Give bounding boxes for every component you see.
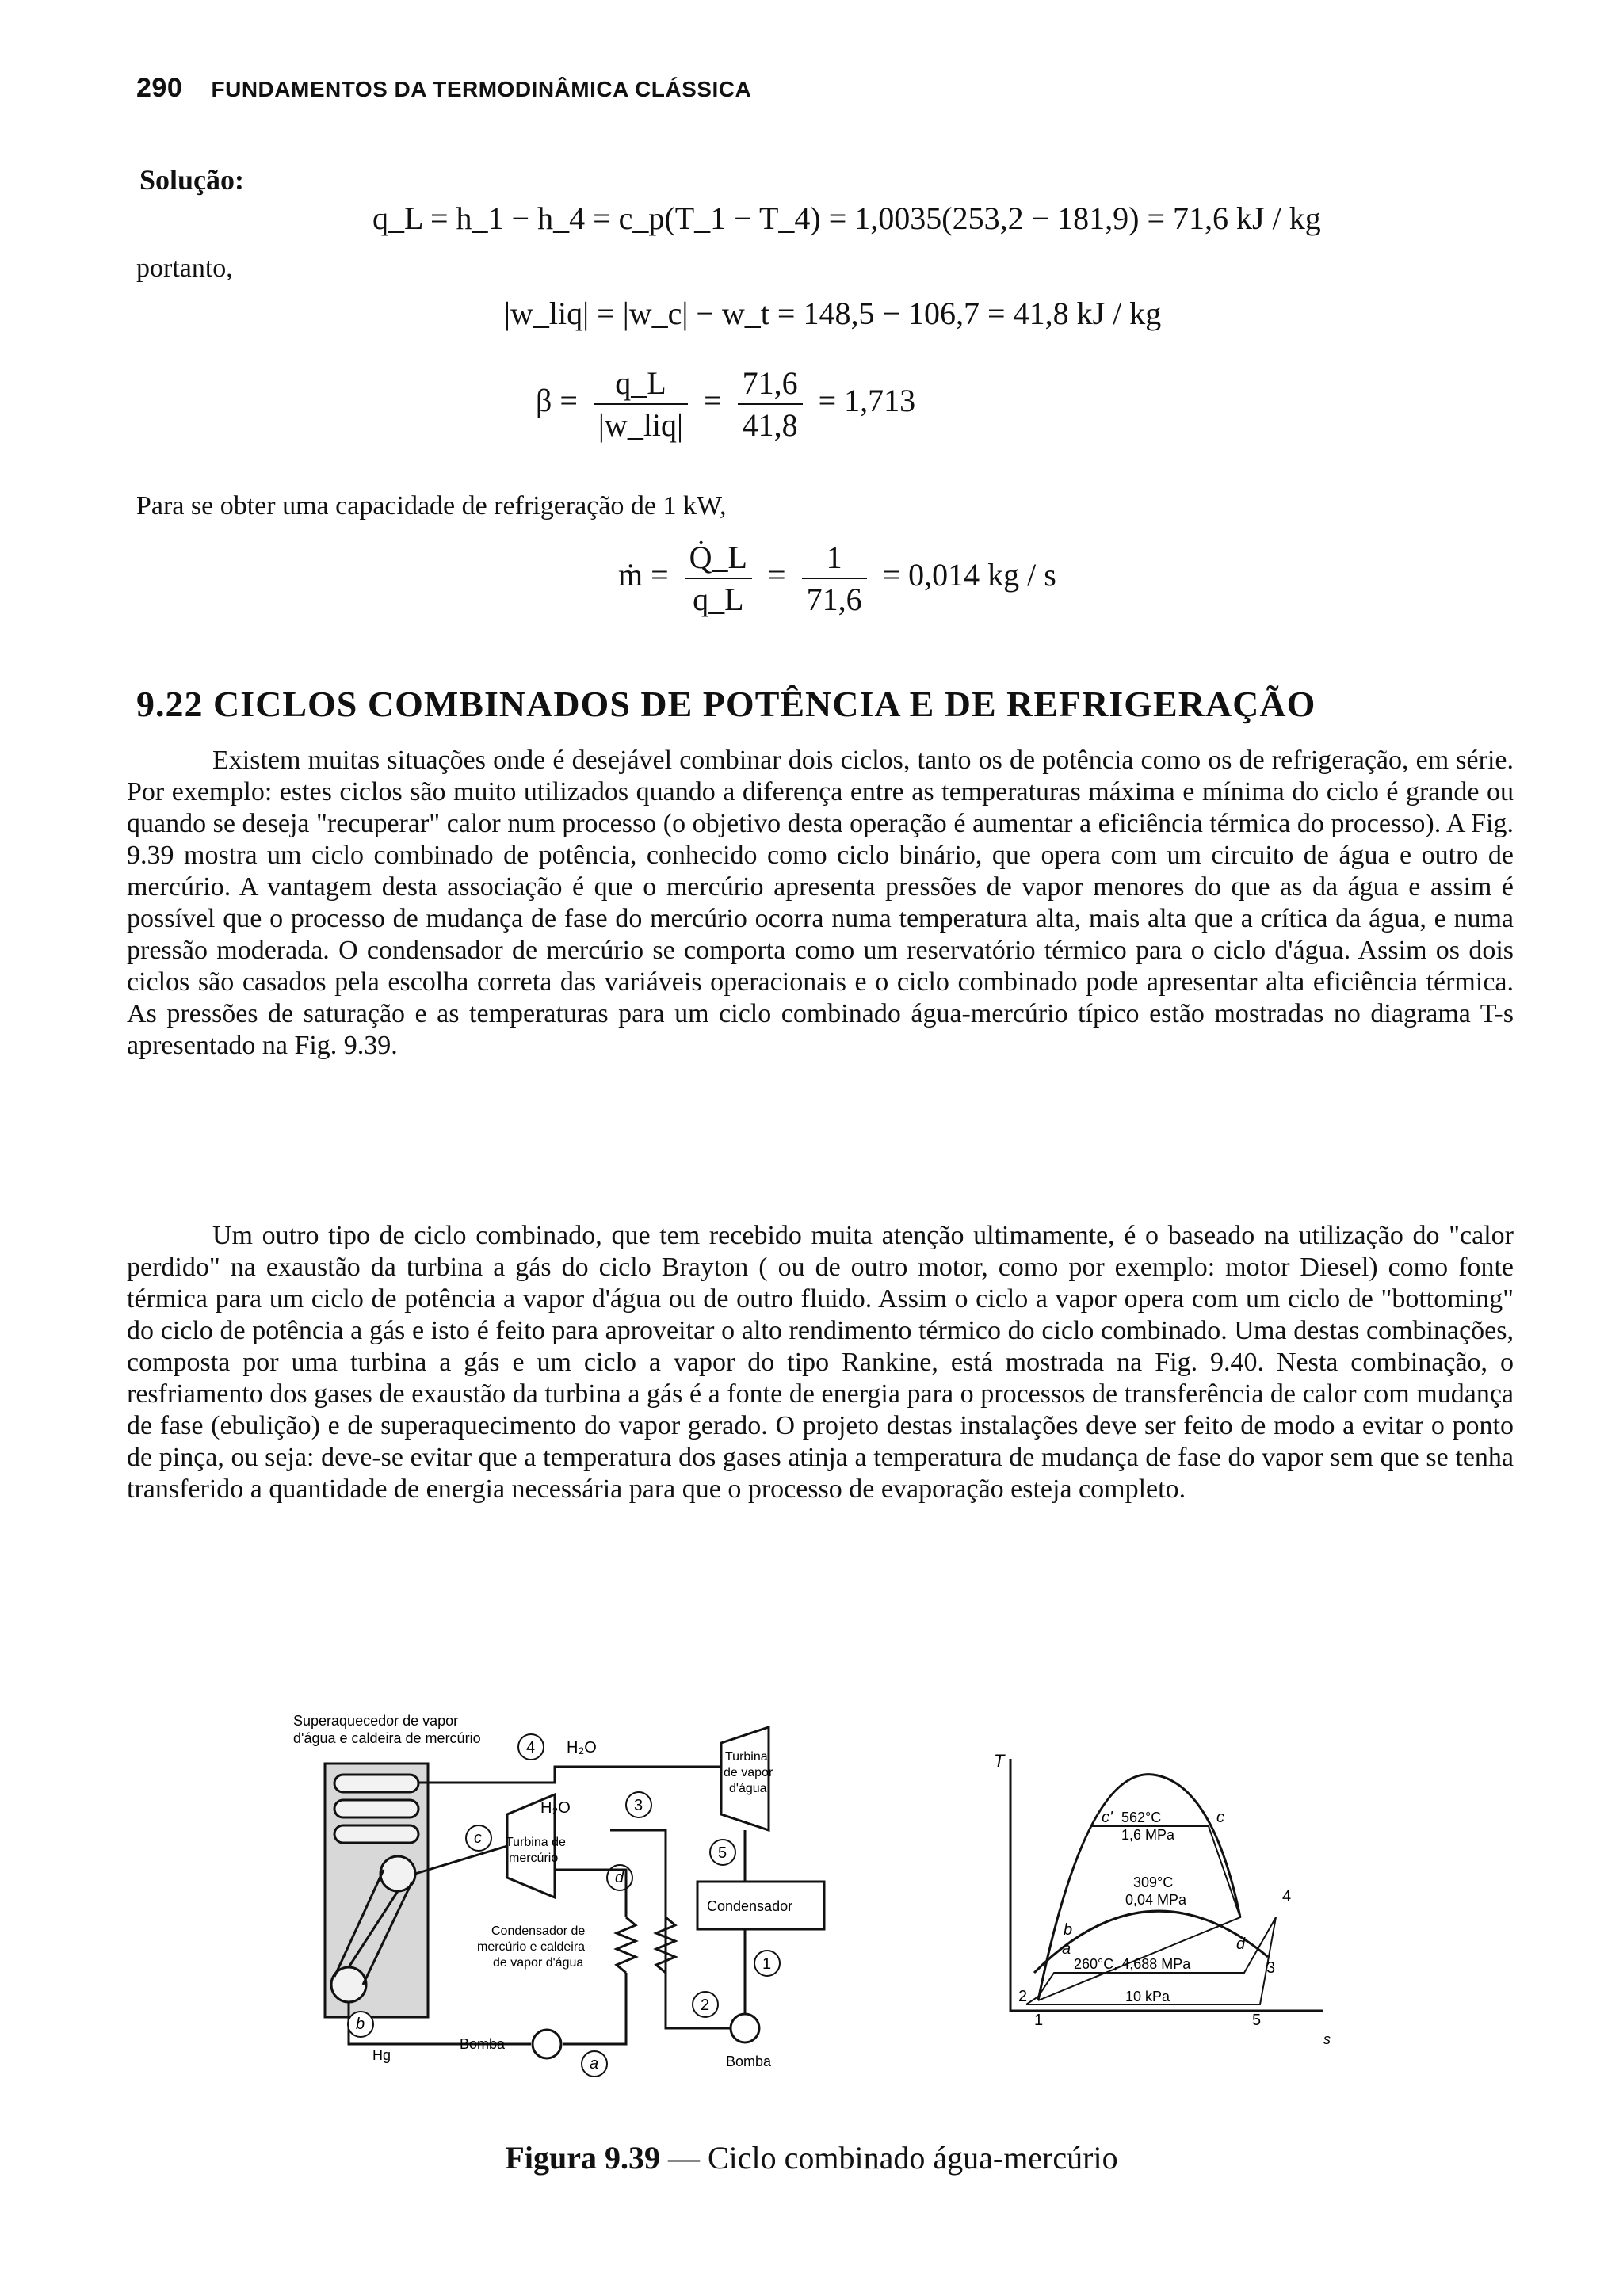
portanto-label: portanto, <box>136 254 233 283</box>
water-turbine-label-3: d'água <box>729 1782 767 1795</box>
mdot-fraction-symbolic <box>685 539 752 618</box>
paragraph-2-text: Um outro tipo de ciclo combinado, que tem recebido muita atenção ultimamente, é o baseado na utilização do "calor perdido" na exaustão da turbina a gás do ciclo Brayton ( ou de outro motor, como por exemplo: motor Diesel) como fonte térmica para um ciclo de potência a vapor d'água ou de outro fluido. Assim o ciclo a vapor opera com um ciclo de "bottoming" do ciclo de potência a gás e isto é feito para aproveitar o alto rendimento térmico do ciclo combinado. Uma destas combinações, composta por uma turbina a gás e um ciclo a vapor do tipo Rankine, está mostrada na Fig. 9.40. Nesta combinação, o resfriamento dos gases de exaustão da turbina a gás é a fonte de energia para o processos de transferência de calor com mudança de fase (ebulição) e de superaquecimento do vapor gerado. O projeto destas instalações deve ser feito de modo a evitar o ponto de pinça, ou seja: deve-se evitar que a temperatura dos gases atinja a temperatura de mudança de fase do vapor sem que se tenha transferido a quantidade de energia necessária para que o processo de evaporação esteja completo. <box>127 1221 1514 1504</box>
ts-point-b: b <box>1064 1921 1073 1939</box>
hg-label: Hg <box>372 2047 391 2063</box>
ts-point-2: 2 <box>1018 1988 1028 2005</box>
state-2-label: 2 <box>701 1997 710 2014</box>
superheater-label-1: Superaquecedor de vapor <box>293 1713 459 1729</box>
ts-label-309: 309°C <box>1133 1875 1174 1890</box>
mercury-pump-label: Bomba <box>460 2036 506 2052</box>
mercury-turbine-label-2: mercúrio <box>509 1852 559 1865</box>
paragraph-1 <box>127 745 1514 1062</box>
mdot-den-numeric: 71,6 <box>806 582 862 617</box>
mdot-den-symbolic: q_L <box>693 582 744 617</box>
beta-lhs: β = <box>536 383 578 419</box>
mdot-lhs: ṁ = <box>618 557 669 593</box>
page-number: 290 <box>136 73 183 103</box>
superheater-tube-3 <box>334 1825 418 1843</box>
state-d-label: d <box>615 1869 624 1886</box>
ts-diagram <box>994 1751 1331 2047</box>
water-pump-label: Bomba <box>726 2054 772 2069</box>
capacity-sentence: Para se obter uma capacidade de refrigeração de 1 kW, <box>136 491 727 521</box>
beta-result: = 1,713 <box>818 383 916 419</box>
h2o-mid-label: H₂O <box>540 1799 571 1817</box>
condenser-label: Condensador <box>707 1898 793 1914</box>
ts-point-3: 3 <box>1266 1959 1276 1977</box>
state-c-label: c <box>474 1829 482 1847</box>
h2o-top-label: H₂O <box>567 1739 597 1756</box>
water-turbine-label-1: Turbina <box>725 1750 768 1764</box>
beta-num-numeric: 71,6 <box>738 364 803 405</box>
equation-beta: β = $\frac{q\_L}{\text{|w\_liq|}}$ = $\frac{71,6}{41,8}$ = 1,713 <box>536 365 916 443</box>
equation-wliq: |w_liq| = |w_c| − w_t = 148,5 − 106,7 = 41,8 kJ / kg <box>504 296 1162 331</box>
steam-line <box>418 1767 721 1783</box>
state-a-label: a <box>590 2055 599 2073</box>
state-b-label: b <box>356 2016 365 2033</box>
beta-num-symbolic: q_L <box>594 364 688 405</box>
ts-label-16mpa: 1,6 MPa <box>1121 1827 1175 1843</box>
state-1-label: 1 <box>762 1955 772 1973</box>
ts-point-c-prime: c' <box>1102 1809 1113 1826</box>
ts-label-004mpa: 0,04 MPa <box>1125 1892 1187 1908</box>
caption-text: — Ciclo combinado água-mercúrio <box>659 2140 1118 2176</box>
paragraph-2 <box>127 1220 1514 1505</box>
beta-fraction-numeric <box>738 364 803 444</box>
mdot-result: = 0,014 kg / s <box>882 557 1056 593</box>
section-title: 9.22 CICLOS COMBINADOS DE POTÊNCIA E DE REFRIGERAÇÃO <box>136 684 1316 724</box>
mercury-turbine-label-1: Turbina de <box>506 1836 566 1849</box>
mdot-num-symbolic: Q̇_L <box>685 539 752 579</box>
running-head <box>136 73 751 104</box>
mdot-num-numeric: 1 <box>802 539 867 579</box>
superheater-tube-1 <box>334 1775 418 1792</box>
ts-point-a: a <box>1062 1940 1071 1958</box>
hg-condenser-label-1: Condensador de <box>491 1924 586 1938</box>
ts-label-562: 562°C <box>1121 1810 1162 1825</box>
caption-label: Figura 9.39 <box>505 2140 660 2176</box>
water-pump <box>731 2014 759 2042</box>
ts-point-4: 4 <box>1282 1888 1292 1905</box>
state-3-label: 3 <box>634 1797 643 1814</box>
ts-point-c: c <box>1216 1809 1224 1826</box>
figure-9-39 <box>293 1711 1371 2131</box>
state-5-label: 5 <box>718 1844 727 1862</box>
water-turbine-label-2: de vapor <box>724 1766 773 1779</box>
state-4-label: 4 <box>526 1739 536 1756</box>
ts-axis-t-label: T <box>994 1751 1005 1771</box>
solution-label: Solução: <box>139 164 245 196</box>
hg-condenser-label-2: mercúrio e caldeira <box>477 1940 586 1954</box>
ts-axis-s-label: s <box>1323 2031 1331 2047</box>
mdot-fraction-numeric <box>802 539 867 618</box>
ts-label-260: 260°C, 4,688 MPa <box>1074 1956 1191 1972</box>
ts-point-1: 1 <box>1034 2012 1044 2029</box>
equation-mdot: ṁ = $\frac{Q̇\_L}{q\_L}$ = $\frac{1}{71,6}$ = 0,014 kg / s <box>618 540 1056 617</box>
running-title: FUNDAMENTOS DA TERMODINÂMICA CLÁSSICA <box>211 77 752 101</box>
superheater-tube-2 <box>334 1800 418 1817</box>
hg-condenser-coil <box>617 1917 636 1973</box>
beta-den-numeric: 41,8 <box>742 407 798 443</box>
figure-svg <box>293 1711 1371 2131</box>
hg-condenser-label-3: de vapor d'água <box>493 1956 584 1970</box>
ts-point-5: 5 <box>1252 2012 1262 2029</box>
paragraph-1-text: Existem muitas situações onde é desejável combinar dois ciclos, tanto os de potência como os de refrigeração, em série. Por exemplo: estes ciclos são muito utilizados quando a diferença entre as temperaturas máxima e mínima do ciclo é grande ou quando se deseja "recuperar" calor num processo (o objetivo desta operação é aumentar a eficiência térmica do processo). A Fig. 9.39 mostra um ciclo combinado de potência, conhecido como ciclo binário, que opera com um circuito de água e outro de mercúrio. A vantagem desta associação é que o mercúrio apresenta pressões de vapor menores do que as da água e assim é possível que o processo de mudança de fase do mercúrio ocorra numa temperatura alta, mais alta que a crítica da água, e numa pressão moderada. O condensador de mercúrio se comporta como um reservatório térmico para o ciclo d'água. Assim os dois ciclos são casados pela escolha correta das variáveis operacionais e o ciclo combinado pode apresentar alta eficiência térmica. As pressões de saturação e as temperaturas para um ciclo combinado água-mercúrio típico estão mostradas no diagrama T-s apresentado na Fig. 9.39. <box>127 746 1514 1060</box>
equation-qL: q_L = h_1 − h_4 = c_p(T_1 − T_4) = 1,0035(253,2 − 181,9) = 71,6 kJ / kg <box>372 200 1321 236</box>
beta-fraction-symbolic <box>594 364 688 444</box>
beta-den-symbolic: |w_liq| <box>598 407 684 443</box>
superheater-label-2: d'água e caldeira de mercúrio <box>293 1730 481 1746</box>
figure-caption <box>0 2139 1623 2176</box>
mercury-pump <box>533 2030 561 2058</box>
ts-label-10kpa: 10 kPa <box>1125 1989 1170 2004</box>
ts-point-d: d <box>1236 1936 1246 1953</box>
